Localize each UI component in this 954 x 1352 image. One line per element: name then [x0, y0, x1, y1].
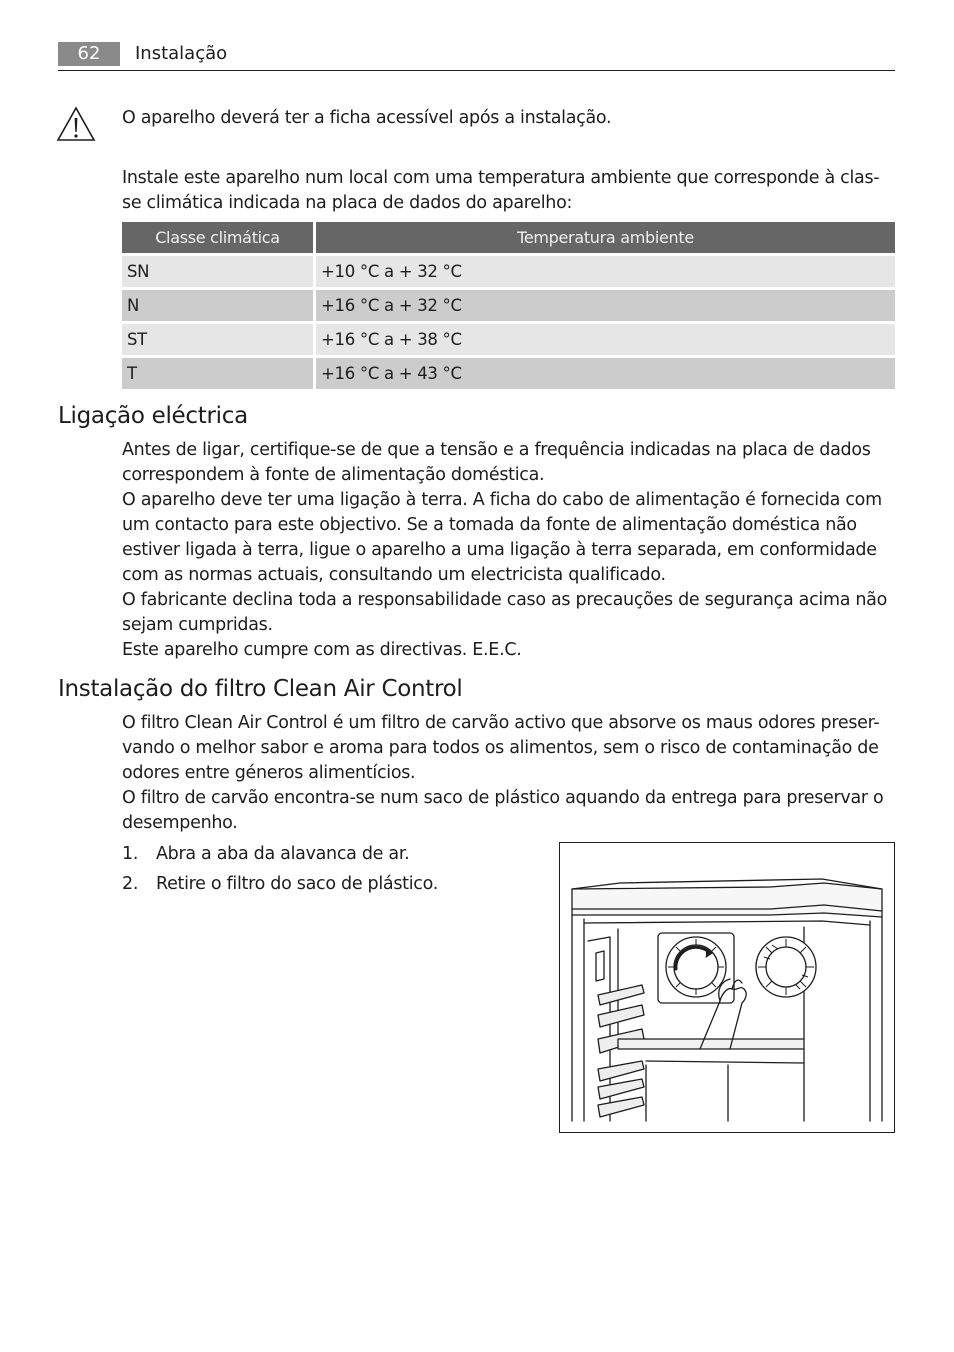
- text-line: O filtro de carvão encontra-se num saco de plástico aquando da entrega para preservar o: [122, 788, 884, 808]
- cell-temperature-range: +16 °C a + 43 °C: [316, 358, 895, 389]
- text-line: Antes de ligar, certifique-se de que a tensão e a frequência indicadas na placa de dados: [122, 440, 871, 460]
- instruction-steps: [122, 842, 438, 902]
- text-line: O aparelho deve ter uma ligação à terra. A ficha do cabo de alimentação é fornecida com: [122, 490, 882, 510]
- page-number: 62: [58, 42, 120, 66]
- list-item: [122, 842, 438, 867]
- warning-text: O aparelho deverá ter a ficha acessível após a instalação.: [122, 108, 612, 128]
- step-text: Abra a aba da alavanca de ar.: [156, 844, 410, 864]
- text-line: O filtro Clean Air Control é um filtro de carvão activo que absorve os maus odores preser-: [122, 713, 880, 733]
- text-line: desempenho.: [122, 813, 238, 833]
- table-row: [122, 256, 895, 287]
- step-number: 2.: [122, 874, 139, 894]
- cell-temperature-range: +10 °C a + 32 °C: [316, 256, 895, 287]
- step-text: Retire o filtro do saco de plástico.: [156, 874, 438, 894]
- warning-triangle-icon: [56, 106, 96, 142]
- column-header-class: Classe climática: [122, 222, 316, 253]
- step-number: 1.: [122, 844, 139, 864]
- cell-temperature-range: +16 °C a + 38 °C: [316, 324, 895, 355]
- intro-line: se climática indicada na placa de dados do aparelho:: [122, 193, 573, 213]
- text-line: um contacto para este objectivo. Se a tomada da fonte de alimentação doméstica não: [122, 515, 857, 535]
- cell-temperature-range: +16 °C a + 32 °C: [316, 290, 895, 321]
- filter-paragraphs: [122, 711, 897, 836]
- table-row: [122, 324, 895, 355]
- list-item: [122, 872, 438, 897]
- section-title-electrical: Ligação eléctrica: [58, 403, 248, 429]
- section-title-filter: Instalação do filtro Clean Air Control: [58, 676, 463, 702]
- intro-paragraph: [122, 166, 897, 216]
- climate-class-table: [122, 219, 895, 392]
- table-header-row: [122, 222, 895, 253]
- text-line: Este aparelho cumpre com as directivas. E.E.C.: [122, 640, 522, 660]
- text-line: correspondem à fonte de alimentação doméstica.: [122, 465, 545, 485]
- cell-climate-class: N: [122, 290, 316, 321]
- fridge-interior-drawing: [560, 843, 894, 1132]
- intro-line: Instale este aparelho num local com uma temperatura ambiente que corresponde à clas-: [122, 168, 880, 188]
- cell-climate-class: SN: [122, 256, 316, 287]
- text-line: estiver ligada à terra, ligue o aparelho a uma ligação à terra separada, em conformidade: [122, 540, 877, 560]
- cell-climate-class: T: [122, 358, 316, 389]
- text-line: sejam cumpridas.: [122, 615, 273, 635]
- table-row: [122, 290, 895, 321]
- header-divider: [58, 70, 895, 71]
- text-line: odores entre géneros alimentícios.: [122, 763, 416, 783]
- fridge-filter-illustration: [559, 842, 895, 1133]
- column-header-temperature: Temperatura ambiente: [316, 222, 895, 253]
- header-section-title: Instalação: [135, 43, 228, 64]
- text-line: com as normas actuais, consultando um electricista qualificado.: [122, 565, 666, 585]
- table-row: [122, 358, 895, 389]
- cell-climate-class: ST: [122, 324, 316, 355]
- electrical-paragraphs: [122, 438, 897, 663]
- text-line: O fabricante declina toda a responsabilidade caso as precauções de segurança acima não: [122, 590, 888, 610]
- text-line: vando o melhor sabor e aroma para todos os alimentos, sem o risco de contaminação de: [122, 738, 879, 758]
